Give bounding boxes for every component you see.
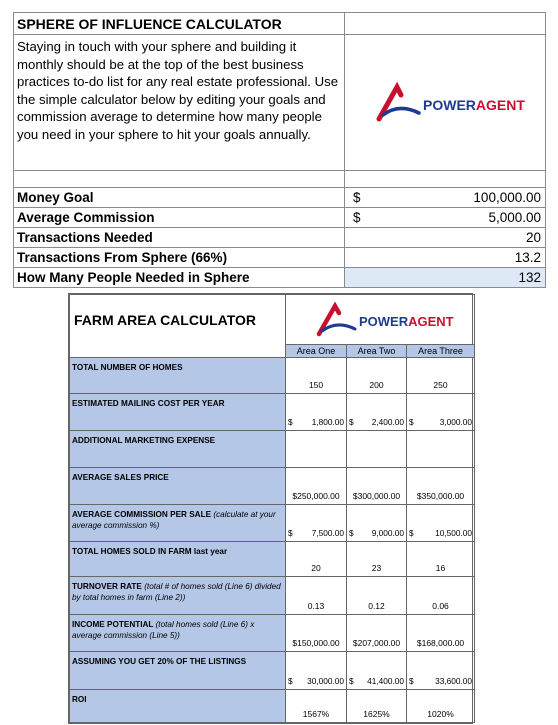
farm-row-label xyxy=(70,431,286,468)
farm-cell[interactable]: 250 xyxy=(407,358,475,394)
sphere-row xyxy=(14,188,546,208)
farm-row xyxy=(70,577,475,615)
farm-row-label xyxy=(70,615,286,652)
currency-symbol: $ xyxy=(349,528,354,538)
farm-cell[interactable] xyxy=(286,652,347,690)
farm-row-label-text: ROI xyxy=(72,695,87,704)
farm-cell[interactable]: 1625% xyxy=(347,690,407,723)
farm-cell[interactable]: $250,000.00 xyxy=(286,468,347,505)
poweragent-logo xyxy=(286,295,475,345)
farm-cell[interactable] xyxy=(286,431,347,468)
sphere-row-label: Money Goal xyxy=(14,188,345,208)
farm-row-label xyxy=(70,468,286,505)
currency-symbol: $ xyxy=(409,417,414,427)
farm-row-label xyxy=(70,358,286,394)
sphere-row-label: Average Commission xyxy=(14,208,345,228)
transactions-from-sphere-value: 13.2 xyxy=(465,248,546,268)
farm-cell[interactable] xyxy=(407,652,475,690)
transactions-needed-value: 20 xyxy=(465,228,546,248)
farm-title: FARM AREA CALCULATOR xyxy=(70,295,286,345)
farm-row-label xyxy=(70,652,286,690)
farm-cell-value: 3,000.00 xyxy=(439,417,473,427)
currency-symbol xyxy=(345,228,465,248)
farm-row-label xyxy=(70,577,286,615)
farm-cell[interactable]: 20 xyxy=(286,542,347,577)
currency-symbol: $ xyxy=(349,676,354,686)
farm-cell-value: 41,400.00 xyxy=(367,676,404,686)
farm-cell[interactable] xyxy=(347,505,407,542)
farm-cell[interactable]: 16 xyxy=(407,542,475,577)
farm-row-label xyxy=(70,690,286,723)
farm-row-label-text: TOTAL NUMBER OF HOMES xyxy=(72,363,183,372)
currency-symbol xyxy=(345,248,465,268)
sphere-row-label: How Many People Needed in Sphere xyxy=(14,268,345,288)
farm-cell-value: 1,800.00 xyxy=(311,417,344,427)
farm-cell[interactable]: 23 xyxy=(347,542,407,577)
farm-row xyxy=(70,615,475,652)
sphere-row xyxy=(14,248,546,268)
farm-row xyxy=(70,652,475,690)
sphere-title: SPHERE OF INFLUENCE CALCULATOR xyxy=(14,13,345,35)
farm-cell-value: 2,400.00 xyxy=(371,417,404,427)
farm-cell[interactable] xyxy=(347,394,407,431)
farm-row-label xyxy=(70,542,286,577)
farm-row-label-text: ADDITIONAL MARKETING EXPENSE xyxy=(72,436,216,445)
currency-symbol: $ xyxy=(288,417,293,427)
farm-cell[interactable]: 1567% xyxy=(286,690,347,723)
farm-row-label-text: ESTIMATED MAILING COST PER YEAR xyxy=(72,399,225,408)
farm-row xyxy=(70,505,475,542)
farm-area-table xyxy=(69,294,475,723)
currency-symbol: $ xyxy=(288,676,293,686)
farm-row-note: (calculate at your average commission %) xyxy=(72,510,276,530)
farm-cell-value: 33,600.00 xyxy=(435,676,473,686)
farm-row-label-text: TURNOVER RATE xyxy=(72,582,142,591)
farm-cell[interactable]: 150 xyxy=(286,358,347,394)
farm-cell[interactable]: $168,000.00 xyxy=(407,615,475,652)
sphere-row-label: Transactions Needed xyxy=(14,228,345,248)
farm-cell[interactable] xyxy=(407,431,475,468)
money-goal-value[interactable]: 100,000.00 xyxy=(465,188,546,208)
svg-text:POWERAGENT: POWERAGENT xyxy=(423,96,525,113)
farm-cell[interactable] xyxy=(407,505,475,542)
farm-cell[interactable]: 0.12 xyxy=(347,577,407,615)
poweragent-logo xyxy=(345,35,546,171)
farm-cell[interactable]: 1020% xyxy=(407,690,475,723)
column-header: Area Three xyxy=(407,345,475,358)
farm-cell-value: 30,000.00 xyxy=(307,676,344,686)
farm-cell-value: 10,500.00 xyxy=(435,528,473,538)
currency-symbol: $ xyxy=(345,208,465,228)
farm-cell[interactable] xyxy=(407,394,475,431)
farm-cell[interactable] xyxy=(347,652,407,690)
column-header: Area Two xyxy=(347,345,407,358)
farm-cell[interactable]: $150,000.00 xyxy=(286,615,347,652)
farm-row-label-text: TOTAL HOMES SOLD IN FARM last year xyxy=(72,547,228,556)
currency-symbol xyxy=(345,268,465,288)
farm-row-note: (total homes sold (Line 6) x average commission (Line 5)) xyxy=(72,620,255,640)
farm-row-note: (total # of homes sold (Line 6) divided by total homes in farm (Line 2)) xyxy=(72,582,281,602)
farm-area-calculator xyxy=(68,293,473,724)
farm-row xyxy=(70,431,475,468)
farm-row-label-text: ASSUMING YOU GET 20% OF THE LISTINGS xyxy=(72,657,247,666)
farm-cell[interactable]: $300,000.00 xyxy=(347,468,407,505)
currency-symbol: $ xyxy=(349,417,354,427)
currency-symbol: $ xyxy=(345,188,465,208)
currency-symbol: $ xyxy=(409,528,414,538)
farm-cell[interactable]: $207,000.00 xyxy=(347,615,407,652)
farm-row xyxy=(70,542,475,577)
column-header: Area One xyxy=(286,345,347,358)
farm-cell[interactable]: 0.06 xyxy=(407,577,475,615)
farm-cell[interactable] xyxy=(347,431,407,468)
svg-text:POWERAGENT: POWERAGENT xyxy=(359,313,454,329)
farm-cell[interactable]: $350,000.00 xyxy=(407,468,475,505)
average-commission-value[interactable]: 5,000.00 xyxy=(465,208,546,228)
currency-symbol: $ xyxy=(409,676,414,686)
farm-row xyxy=(70,358,475,394)
sphere-row-label: Transactions From Sphere (66%) xyxy=(14,248,345,268)
sphere-row xyxy=(14,268,546,288)
farm-cell-value: 7,500.00 xyxy=(311,528,344,538)
sphere-description: Staying in touch with your sphere and building it monthly should be at the top of the best business practices to-do list for any real estate professional. Use the simple calculator below by editing your goals and commission average to determine how many people you need in your sphere to hit your goals annually. xyxy=(14,35,345,171)
farm-row-label-text: AVERAGE COMMISSION PER SALE xyxy=(72,510,212,519)
farm-cell[interactable]: 0.13 xyxy=(286,577,347,615)
sphere-row xyxy=(14,208,546,228)
farm-cell[interactable] xyxy=(286,394,347,431)
farm-cell[interactable]: 200 xyxy=(347,358,407,394)
farm-row-label xyxy=(70,394,286,431)
farm-row-label xyxy=(70,505,286,542)
sphere-row xyxy=(14,228,546,248)
farm-row-label-text: INCOME POTENTIAL xyxy=(72,620,154,629)
people-needed-value: 132 xyxy=(465,268,546,288)
farm-cell[interactable] xyxy=(286,505,347,542)
farm-row xyxy=(70,468,475,505)
currency-symbol: $ xyxy=(288,528,293,538)
farm-row-label-text: AVERAGE SALES PRICE xyxy=(72,473,169,482)
farm-cell-value: 9,000.00 xyxy=(371,528,404,538)
farm-row xyxy=(70,690,475,723)
sphere-calculator-table xyxy=(13,12,546,288)
farm-row xyxy=(70,394,475,431)
